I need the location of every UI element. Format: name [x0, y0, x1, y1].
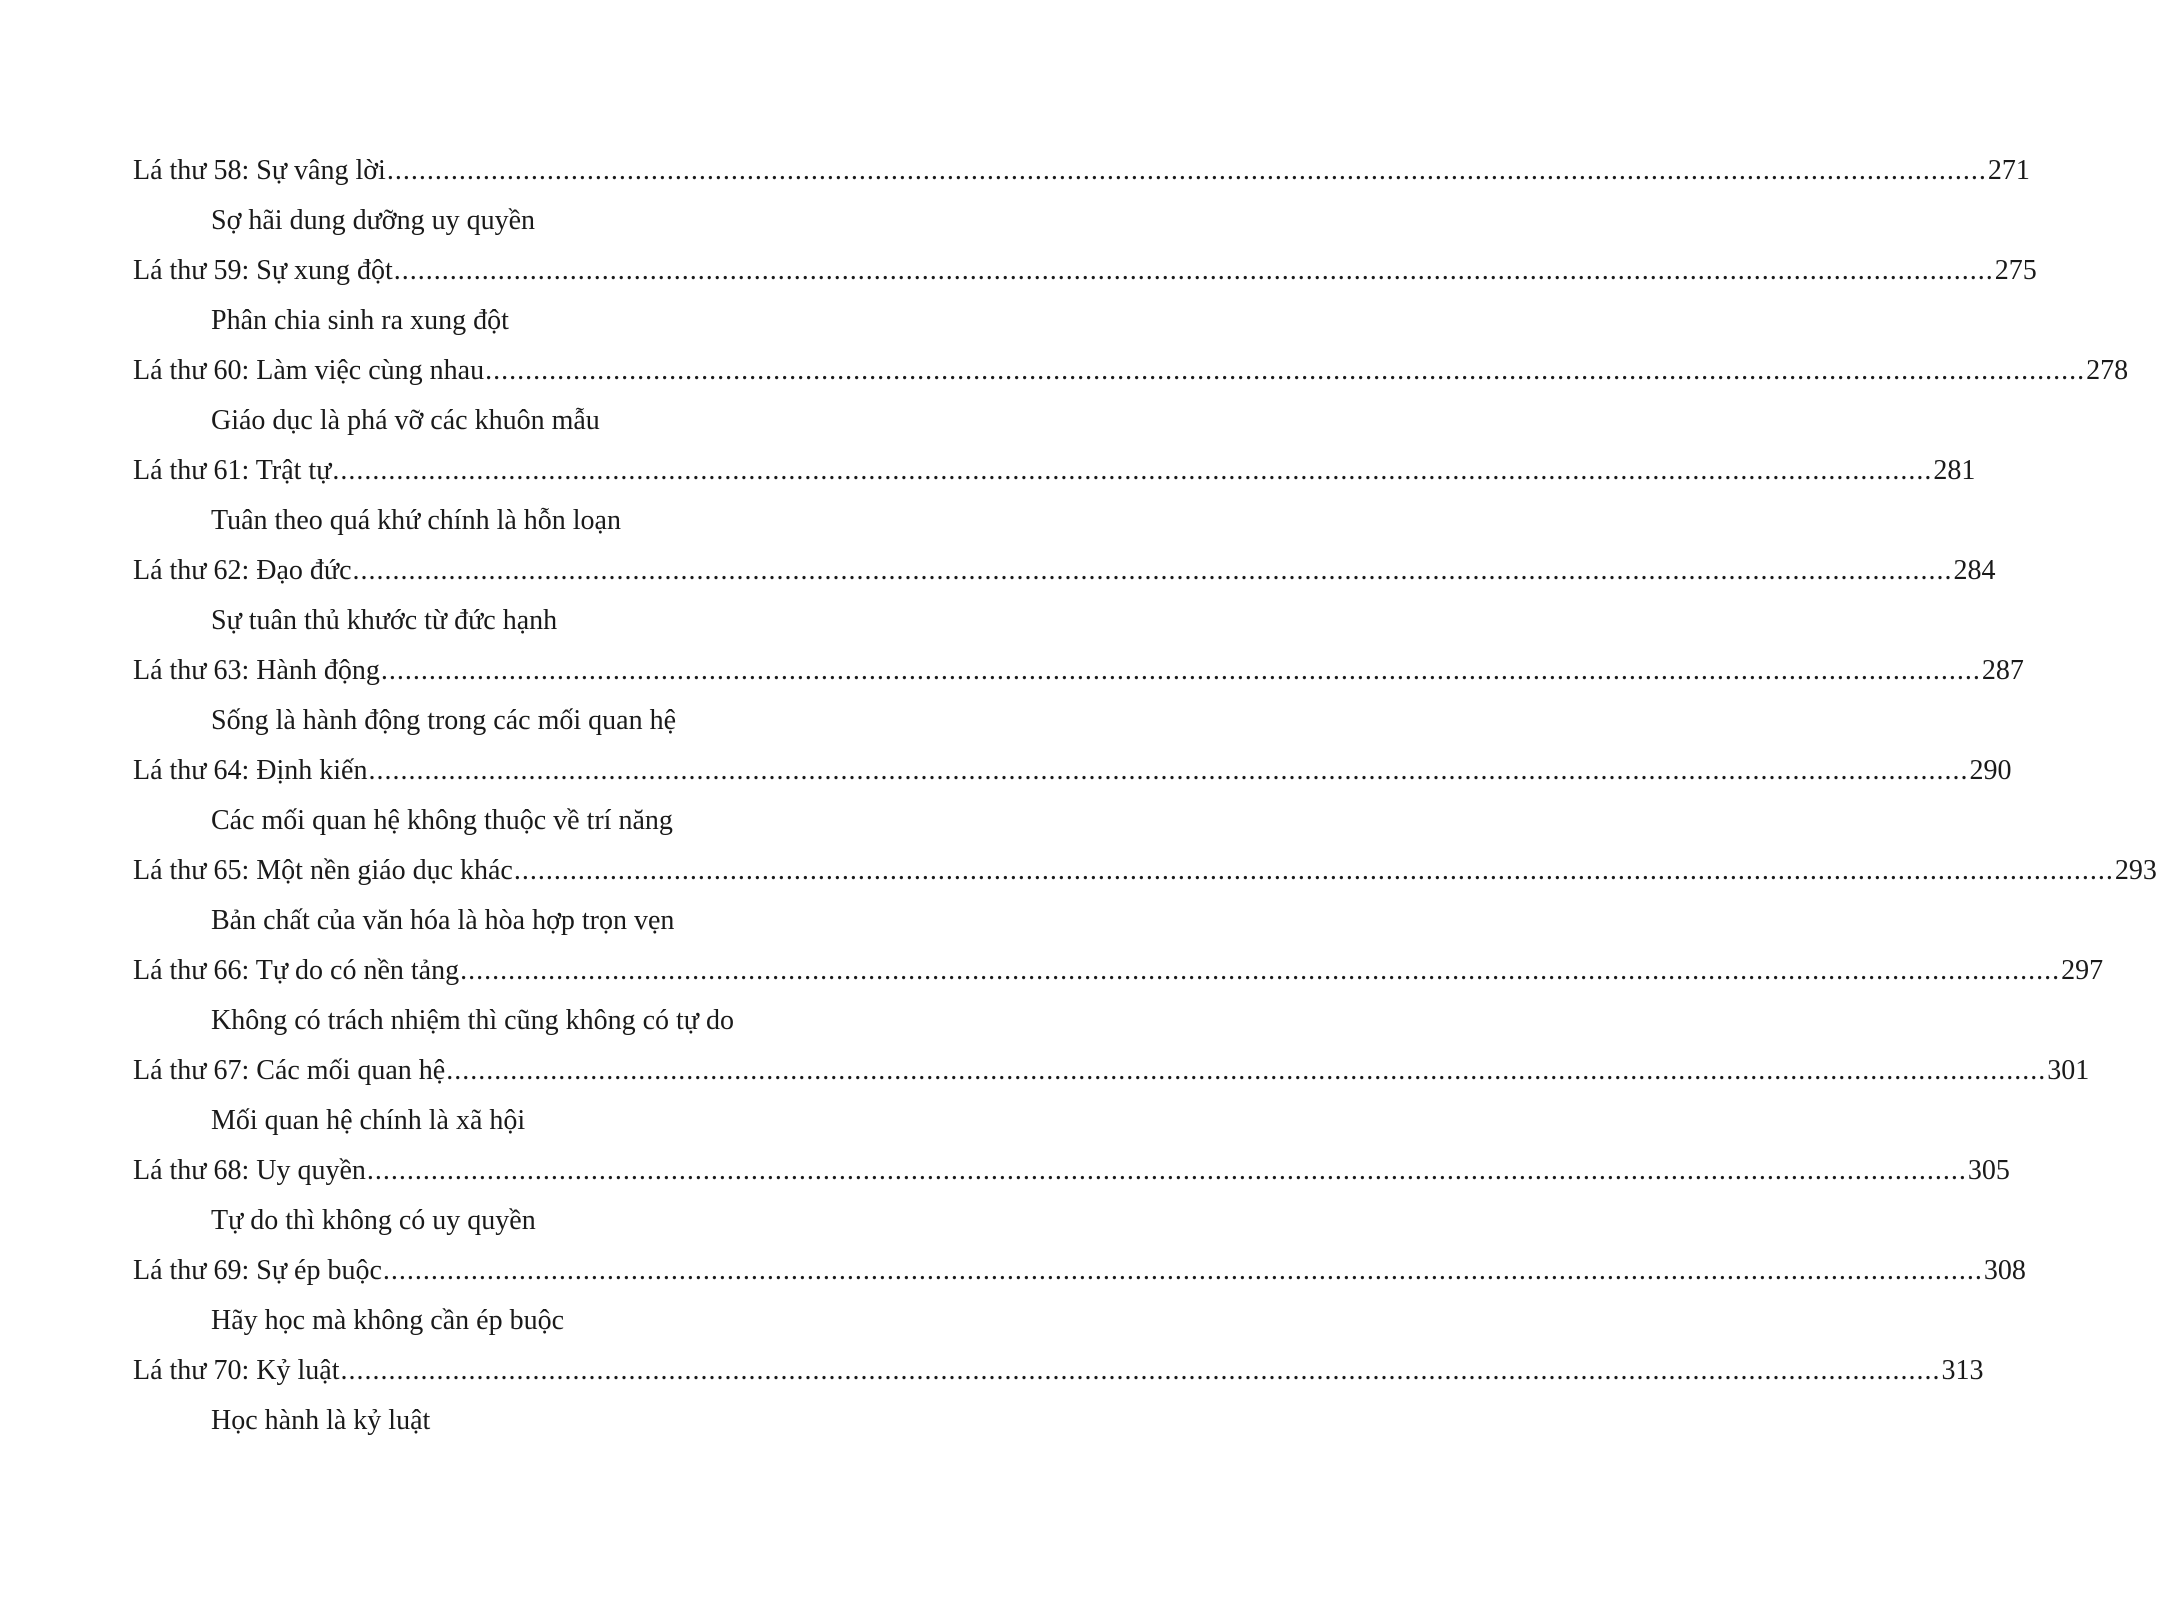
toc-entry-subtitle: Các mối quan hệ không thuộc về trí năng [211, 805, 673, 836]
toc-entry-page: 287 [1981, 655, 2024, 686]
toc-entry [133, 1246, 2026, 1346]
toc-entry-title: Lá thư 64: Định kiến [133, 755, 368, 786]
toc-entry-page: 278 [2086, 355, 2129, 386]
toc-entry-page: 305 [1967, 1155, 2010, 1186]
toc-entry-subtitle: Mối quan hệ chính là xã hội [211, 1105, 526, 1136]
dot-leader: ........................................................................................................................................................................................................ [386, 155, 1987, 186]
dot-leader: ........................................................................................................................................................................................................ [513, 855, 2114, 886]
toc-entry-title-row [133, 246, 2037, 296]
toc-entry-subtitle: Không có trách nhiệm thì cũng không có tự do [211, 1005, 734, 1036]
toc-entry-title: Lá thư 69: Sự ép buộc [133, 1255, 382, 1286]
toc-entry-page: 275 [1994, 255, 2037, 286]
toc-entry-title-row [133, 646, 2024, 696]
toc-entry-title-row [133, 1046, 2090, 1096]
toc-entry [133, 546, 1996, 646]
toc-entry-title: Lá thư 62: Đạo đức [133, 555, 352, 586]
toc-entry-title-row [133, 546, 1996, 596]
dot-leader: ........................................................................................................................................................................................................ [352, 555, 1953, 586]
toc-entry-title: Lá thư 70: Kỷ luật [133, 1355, 340, 1386]
toc-entry-page: 297 [2061, 955, 2104, 986]
dot-leader: ........................................................................................................................................................................................................ [393, 255, 1994, 286]
toc-entry [133, 1046, 2090, 1146]
toc-entry-title-row [133, 146, 2030, 196]
dot-leader: ........................................................................................................................................................................................................ [368, 755, 1969, 786]
toc-entry [133, 446, 1976, 546]
toc-entry-subtitle: Tự do thì không có uy quyền [211, 1205, 536, 1236]
toc-entry-page: 308 [1983, 1255, 2026, 1286]
toc-entry-title-row [133, 346, 2129, 396]
toc-entry-title: Lá thư 60: Làm việc cùng nhau [133, 355, 485, 386]
toc-entry [133, 146, 2030, 246]
dot-leader: ........................................................................................................................................................................................................ [366, 1155, 1967, 1186]
toc-entry-subtitle: Sự tuân thủ khước từ đức hạnh [211, 605, 558, 636]
toc-entry [133, 946, 2104, 1046]
dot-leader: ........................................................................................................................................................................................................ [485, 355, 2086, 386]
toc-entry-subtitle: Tuân theo quá khứ chính là hỗn loạn [211, 505, 621, 536]
toc-entry-title: Lá thư 59: Sự xung đột [133, 255, 393, 286]
dot-leader: ........................................................................................................................................................................................................ [382, 1255, 1983, 1286]
toc-entry-subtitle: Bản chất của văn hóa là hòa hợp trọn vẹn [211, 905, 675, 936]
toc-entry-title-row [133, 846, 2157, 896]
toc-entry-page: 290 [1969, 755, 2012, 786]
toc-entry-title: Lá thư 65: Một nền giáo dục khác [133, 855, 513, 886]
toc-entry-title: Lá thư 66: Tự do có nền tảng [133, 955, 460, 986]
dot-leader: ........................................................................................................................................................................................................ [446, 1055, 2047, 1086]
toc-entry-page: 284 [1953, 555, 1996, 586]
toc-entry-title: Lá thư 61: Trật tự [133, 455, 332, 486]
toc-entry-title-row [133, 1146, 2010, 1196]
toc-entry-page: 281 [1933, 455, 1976, 486]
toc-entry-title-row [133, 446, 1976, 496]
dot-leader: ........................................................................................................................................................................................................ [380, 655, 1981, 686]
toc-entry-page: 293 [2114, 855, 2157, 886]
toc-entry-subtitle: Học hành là kỷ luật [211, 1405, 431, 1436]
toc-entry-title: Lá thư 68: Uy quyền [133, 1155, 366, 1186]
toc-entry-title: Lá thư 67: Các mối quan hệ [133, 1055, 446, 1086]
toc-entry [133, 846, 2157, 946]
toc-entry [133, 246, 2037, 346]
toc-entry-title: Lá thư 58: Sự vâng lời [133, 155, 386, 186]
toc-entry-page: 313 [1941, 1355, 1984, 1386]
toc-entry-subtitle: Sống là hành động trong các mối quan hệ [211, 705, 677, 736]
toc-entry [133, 746, 2012, 846]
dot-leader: ........................................................................................................................................................................................................ [460, 955, 2061, 986]
toc-entry-subtitle: Phân chia sinh ra xung đột [211, 305, 509, 336]
toc-entry-subtitle: Sợ hãi dung dưỡng uy quyền [211, 205, 535, 236]
toc-entry-page: 301 [2047, 1055, 2090, 1086]
dot-leader: ........................................................................................................................................................................................................ [332, 455, 1933, 486]
toc-entry-title-row [133, 946, 2104, 996]
toc-entry [133, 1346, 1984, 1446]
toc-entry-title: Lá thư 63: Hành động [133, 655, 380, 686]
toc-entry-subtitle: Hãy học mà không cần ép buộc [211, 1305, 564, 1336]
toc-entry [133, 646, 2024, 746]
toc-entry-title-row [133, 746, 2012, 796]
toc-entry-title-row [133, 1346, 1984, 1396]
toc-entry [133, 346, 2129, 446]
toc-entry-subtitle: Giáo dục là phá vỡ các khuôn mẫu [211, 405, 600, 436]
table-of-contents [133, 146, 2157, 1446]
toc-entry [133, 1146, 2010, 1246]
dot-leader: ........................................................................................................................................................................................................ [340, 1355, 1941, 1386]
toc-entry-page: 271 [1987, 155, 2030, 186]
toc-entry-title-row [133, 1246, 2026, 1296]
